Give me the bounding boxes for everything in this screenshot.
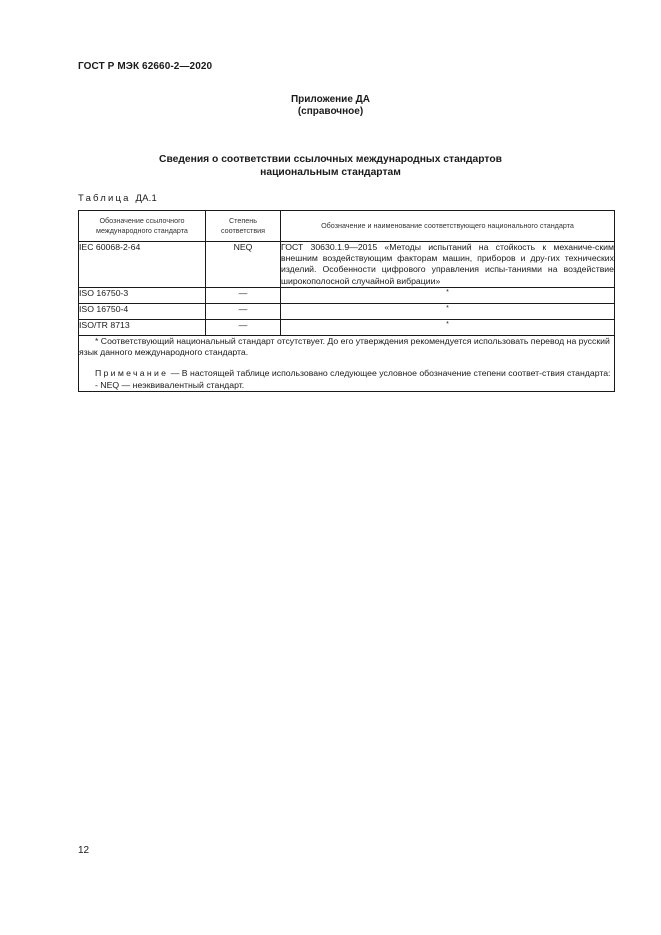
row-standard: ISO 16750-3 bbox=[79, 287, 206, 303]
appendix-subtitle: (справочное) bbox=[297, 106, 364, 117]
row-national: * bbox=[281, 303, 615, 319]
note-label: Примечание bbox=[95, 368, 169, 379]
row-degree: — bbox=[206, 287, 281, 303]
header-national-standard: Обозначение и наименование соответствующего национального стандарта bbox=[281, 211, 615, 242]
header-degree: Степень соответствия bbox=[206, 211, 281, 242]
table-row bbox=[79, 303, 615, 319]
row-degree: — bbox=[206, 319, 281, 335]
row-standard: ISO 16750-4 bbox=[79, 303, 206, 319]
table-header-row bbox=[79, 211, 615, 242]
document-header: ГОСТ Р МЭК 62660-2—2020 bbox=[78, 61, 213, 72]
row-degree: NEQ bbox=[206, 242, 281, 288]
table-footnote: * Соответствующий национальный стандарт отсутствует. До его утверждения рекомендуется использовать перевод на русский язык данного международного стандарта. bbox=[79, 335, 610, 358]
table-notes bbox=[79, 335, 615, 391]
table-caption-number: ДА.1 bbox=[135, 193, 157, 204]
section-title-line1: Сведения о соответствии ссылочных международных стандартов bbox=[159, 154, 502, 165]
row-national: ГОСТ 30630.1.9—2015 «Методы испытаний на стойкость к механиче-ским внешним воздействующим факторам машин, приборов и дру-гих технических изделий. Особенности цифрового управления испы-таниями на воздействие широкополосной случайной вибрации» bbox=[281, 242, 614, 286]
row-standard: ISO/TR 8713 bbox=[79, 319, 206, 335]
table-caption-word: Таблица bbox=[78, 193, 131, 204]
table-row bbox=[79, 242, 615, 288]
note-item: - NEQ — неэквивалентный стандарт. bbox=[95, 379, 245, 390]
table-notes-row bbox=[79, 335, 615, 391]
row-national: * bbox=[281, 319, 615, 335]
appendix-title: Приложение ДА bbox=[290, 94, 371, 105]
section-title-line2: национальным стандартам bbox=[260, 167, 401, 178]
row-standard: IEC 60068-2-64 bbox=[79, 242, 206, 288]
header-international-standard: Обозначение ссылочного международного стандарта bbox=[79, 211, 206, 242]
table-row bbox=[79, 319, 615, 335]
note-text: — В настоящей таблице использовано следующее условное обозначение степени соответ-ствия стандарта: bbox=[168, 368, 611, 379]
row-national: * bbox=[281, 287, 615, 303]
table-row bbox=[79, 287, 615, 303]
standards-table bbox=[78, 210, 615, 392]
row-degree: — bbox=[206, 303, 281, 319]
table-note bbox=[79, 368, 614, 379]
page-number: 12 bbox=[78, 845, 90, 856]
table-caption bbox=[78, 193, 157, 204]
